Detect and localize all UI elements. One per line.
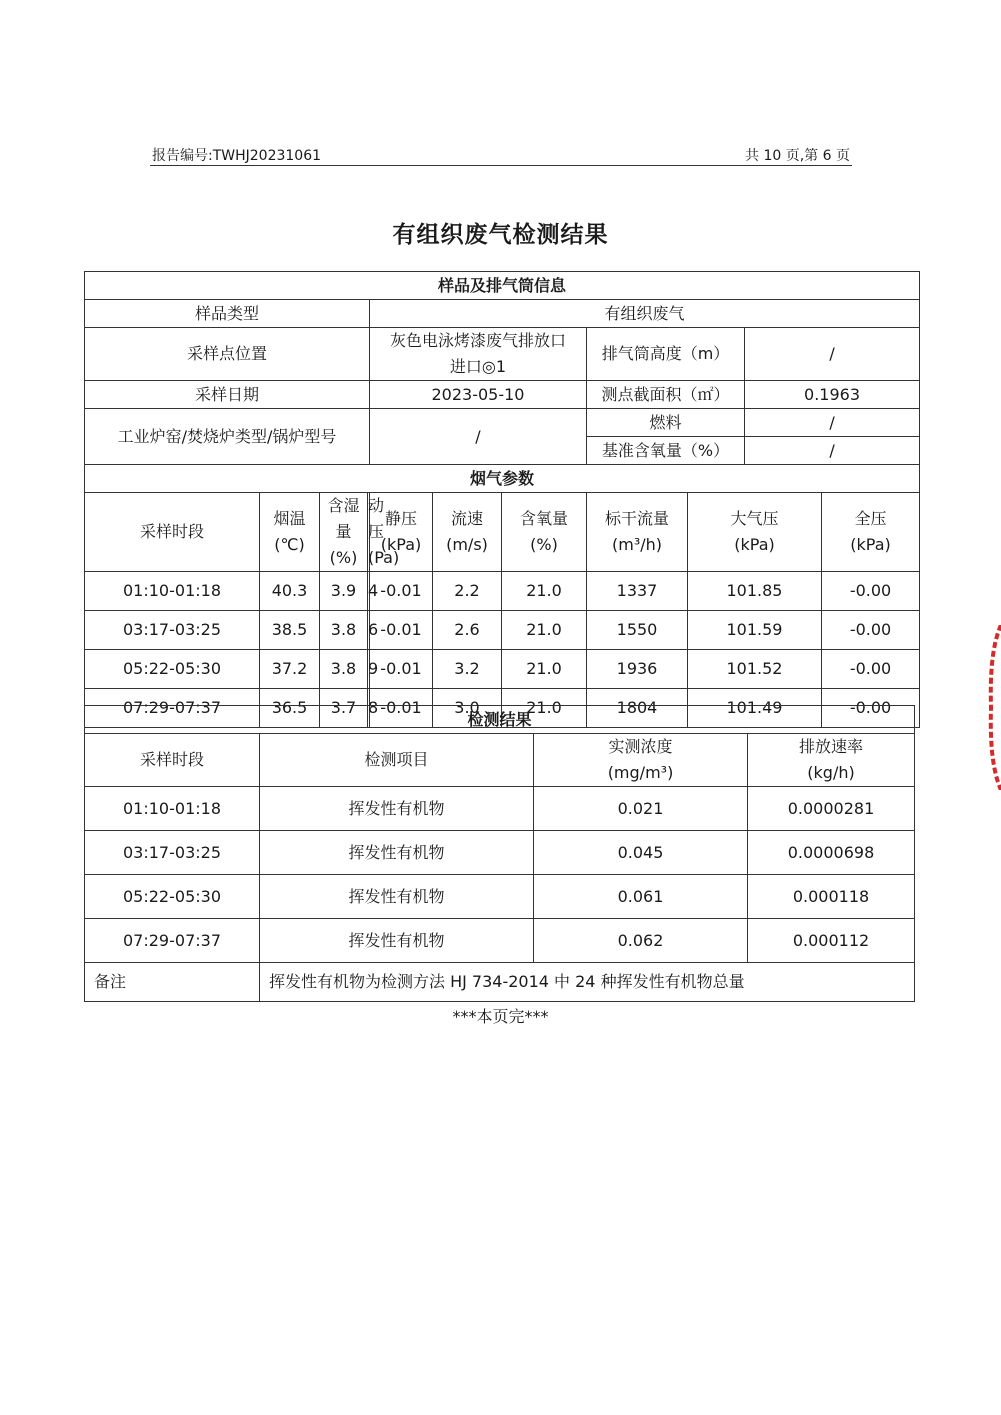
emission-rate-header: 排放速率 [799, 737, 864, 756]
table-row [85, 611, 920, 650]
table-row [85, 919, 915, 963]
table-cell: 0.0000698 [748, 831, 915, 875]
table-row [85, 875, 915, 919]
remark-value: 挥发性有机物为检测方法 HJ 734-2014 中 24 种挥发性有机物总量 [260, 963, 915, 1002]
table-cell: 0.061 [534, 875, 748, 919]
remark-label: 备注 [85, 963, 260, 1002]
table-cell: 2.2 [433, 572, 502, 611]
cross-section-value: 0.1963 [745, 381, 920, 409]
location-line-2: 进口◎1 [449, 357, 507, 376]
table-cell: -0.00 [822, 689, 920, 728]
table-cell: 07:29-07:37 [85, 689, 260, 728]
table-cell: -0.00 [822, 572, 920, 611]
sample-info-section-title: 样品及排气筒信息 [85, 272, 920, 300]
flue-gas-section-title: 烟气参数 [85, 465, 920, 493]
table-cell: 3.2 [433, 650, 502, 689]
table-cell: 38.5 [260, 611, 320, 650]
table-cell: 挥发性有机物 [260, 919, 534, 963]
results-col-period: 采样时段 [85, 734, 260, 787]
table-cell: 2.6 [433, 611, 502, 650]
column-name: 含湿量 [327, 496, 360, 541]
column-name: 静压 [384, 509, 417, 528]
sampling-date-label: 采样日期 [85, 381, 370, 409]
column-name: 全压 [854, 509, 887, 528]
column-name: 大气压 [730, 509, 779, 528]
flue-gas-col-1 [260, 493, 320, 572]
table-row [85, 650, 920, 689]
table-cell: 6 [368, 611, 370, 650]
column-unit: (℃) [274, 535, 305, 554]
table-cell: 21.0 [502, 689, 587, 728]
table-cell: 1337 [587, 572, 688, 611]
table-cell: 1550 [587, 611, 688, 650]
furnace-type-label: 工业炉窑/焚烧炉类型/锅炉型号 [85, 409, 370, 465]
results-section-title: 检测结果 [85, 706, 915, 734]
table-cell: 0.000118 [748, 875, 915, 919]
table-cell: 05:22-05:30 [85, 875, 260, 919]
column-name: 烟温 [273, 509, 306, 528]
table-cell: -0.00 [822, 650, 920, 689]
oxygen-reference-label: 基准含氧量（%） [587, 437, 745, 465]
table-cell: 3.0 [433, 689, 502, 728]
table-cell: 挥发性有机物 [260, 831, 534, 875]
table-cell: 101.52 [688, 650, 822, 689]
fuel-label: 燃料 [587, 409, 745, 437]
results-col-emission-rate [748, 734, 915, 787]
column-name: 流速 [450, 509, 483, 528]
table-cell: 8 [368, 689, 370, 728]
flue-gas-col-0 [85, 493, 260, 572]
table-cell: 4 [368, 572, 370, 611]
page-info: 共 10 页,第 6 页 [745, 148, 850, 164]
flue-gas-col-5 [433, 493, 502, 572]
column-unit: (kPa) [380, 535, 422, 554]
column-name: 采样时段 [139, 522, 204, 541]
stack-height-label: 排气筒高度（m） [587, 328, 745, 381]
furnace-type-value: / [370, 409, 587, 465]
stack-height-value: / [745, 328, 920, 381]
flue-gas-col-7 [587, 493, 688, 572]
table-cell: -0.00 [822, 611, 920, 650]
column-unit: (m/s) [446, 535, 488, 554]
fuel-value: / [745, 409, 920, 437]
table-cell: -0.01 [370, 689, 433, 728]
concentration-header: 实测浓度 [608, 737, 673, 756]
column-unit: (Pa) [368, 548, 400, 567]
sampling-date-value: 2023-05-10 [370, 381, 587, 409]
column-unit: (%) [530, 535, 558, 554]
table-cell: -0.01 [370, 650, 433, 689]
table-cell: -0.01 [370, 611, 433, 650]
sampling-location-label: 采样点位置 [85, 328, 370, 381]
table-cell: 01:10-01:18 [85, 572, 260, 611]
cross-section-label: 测点截面积（㎡） [587, 381, 745, 409]
table-cell: 40.3 [260, 572, 320, 611]
table-cell: 21.0 [502, 572, 587, 611]
table-cell: 21.0 [502, 650, 587, 689]
table-cell: -0.01 [370, 572, 433, 611]
table-cell: 01:10-01:18 [85, 787, 260, 831]
table-cell: 9 [368, 650, 370, 689]
sample-info-table [84, 271, 920, 728]
results-col-concentration [534, 734, 748, 787]
flue-gas-col-6 [502, 493, 587, 572]
sampling-location-value [370, 328, 587, 381]
table-cell: 3.8 [320, 611, 368, 650]
table-cell: 1804 [587, 689, 688, 728]
table-cell: 1936 [587, 650, 688, 689]
flue-gas-col-9 [822, 493, 920, 572]
table-cell: 0.045 [534, 831, 748, 875]
emission-rate-unit: (kg/h) [807, 763, 855, 782]
table-cell: 05:22-05:30 [85, 650, 260, 689]
column-name: 标干流量 [604, 509, 669, 528]
oxygen-reference-value: / [745, 437, 920, 465]
table-row [85, 572, 920, 611]
sample-type-label: 样品类型 [85, 300, 370, 328]
table-cell: 37.2 [260, 650, 320, 689]
page-title: 有组织废气检测结果 [392, 222, 609, 248]
column-name: 含氧量 [519, 509, 568, 528]
table-cell: 07:29-07:37 [85, 919, 260, 963]
table-cell: 3.9 [320, 572, 368, 611]
table-cell: 21.0 [502, 611, 587, 650]
table-cell: 0.000112 [748, 919, 915, 963]
table-cell: 挥发性有机物 [260, 875, 534, 919]
location-line-1: 灰色电泳烤漆废气排放口 [389, 331, 566, 350]
results-col-item: 检测项目 [260, 734, 534, 787]
table-cell: 挥发性有机物 [260, 787, 534, 831]
table-cell: 0.0000281 [748, 787, 915, 831]
concentration-unit: (mg/m³) [607, 763, 674, 782]
page-end-marker: ***本页完*** [452, 1007, 549, 1026]
table-cell: 36.5 [260, 689, 320, 728]
table-cell: 03:17-03:25 [85, 831, 260, 875]
page-header [150, 143, 852, 166]
table-cell: 03:17-03:25 [85, 611, 260, 650]
flue-gas-col-3 [368, 493, 400, 572]
sample-type-value: 有组织废气 [370, 300, 920, 328]
table-cell: 0.062 [534, 919, 748, 963]
table-cell: 101.85 [688, 572, 822, 611]
table-cell: 101.59 [688, 611, 822, 650]
table-cell: 0.021 [534, 787, 748, 831]
results-table [84, 705, 915, 1002]
column-name: 动压 [368, 496, 385, 541]
flue-gas-col-8 [688, 493, 822, 572]
column-unit: (kPa) [734, 535, 775, 554]
column-unit: (kPa) [850, 535, 891, 554]
table-row [85, 831, 915, 875]
report-number: 报告编号:TWHJ20231061 [152, 148, 322, 164]
table-row [85, 787, 915, 831]
red-seal-stamp [988, 625, 1001, 790]
table-cell: 101.49 [688, 689, 822, 728]
column-unit: (m³/h) [611, 535, 662, 554]
column-unit: (%) [329, 548, 358, 567]
table-cell: 3.7 [320, 689, 368, 728]
table-cell: 3.8 [320, 650, 368, 689]
